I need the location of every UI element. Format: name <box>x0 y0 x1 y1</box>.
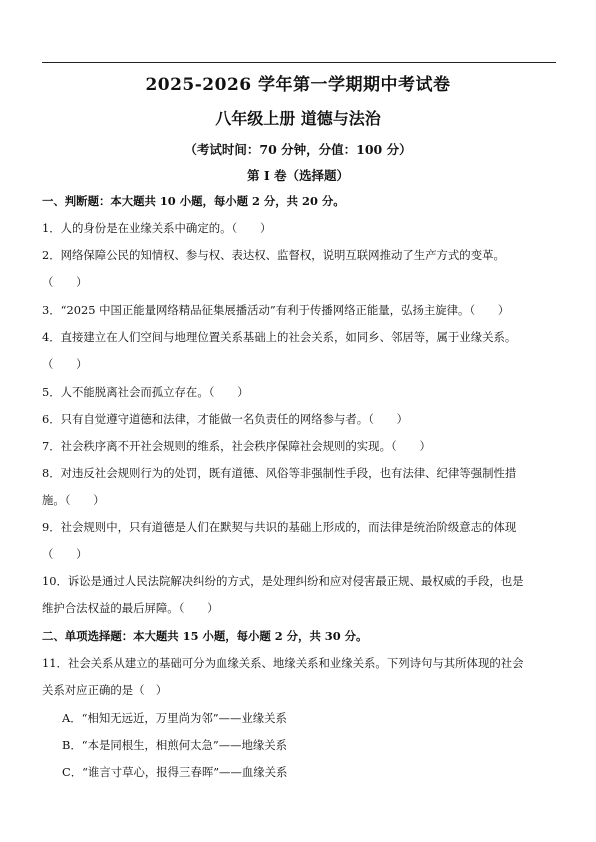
option-b: B．“本是同根生，相煎何太急”——地缘关系 <box>62 738 288 752</box>
answer-blank: （ ） <box>42 357 88 371</box>
section2-heading: 二、单项选择题：本大题共 15 小题，每小题 2 分，共 30 分。 <box>42 629 368 643</box>
exam-info: （考试时间：70 分钟，分值：100 分） <box>184 142 412 157</box>
question-line: 4．直接建立在人们空间与地理位置关系基础上的社会关系，如同乡、邻居等，属于业缘关系。 <box>42 330 517 344</box>
question-line: 5．人不能脱离社会而孤立存在。（ ） <box>42 385 249 399</box>
question-line: 3．“2025 中国正能量网络精品征集展播活动”有利于传播网络正能量，弘扬主旋律。（ ） <box>42 303 510 317</box>
exam-title: 2025-2026 学年第一学期期中考试卷 <box>145 75 451 95</box>
answer-blank: （ ） <box>42 275 88 289</box>
question-line: 8．对违反社会规则行为的处罚，既有道德、风俗等非强制性手段，也有法律、纪律等强制性措 <box>42 466 517 480</box>
question-line: 6．只有自觉遵守道德和法律，才能做一名负责任的网络参与者。（ ） <box>42 412 409 426</box>
question-line: 9．社会规则中，只有道德是人们在默契与共识的基础上形成的，而法律是统治阶级意志的体现 <box>42 520 517 534</box>
question-line: 2．网络保障公民的知情权、参与权、表达权、监督权，说明互联网推动了生产方式的变革。 <box>42 248 505 262</box>
answer-blank: （ ） <box>42 547 88 561</box>
part-heading: 第 I 卷（选择题） <box>246 168 350 183</box>
section1-heading: 一、判断题：本大题共 10 小题，每小题 2 分，共 20 分。 <box>42 194 345 208</box>
option-a: A．“相知无远近，万里尚为邻”——业缘关系 <box>62 711 287 725</box>
question-line: 1．人的身份是在业缘关系中确定的。（ ） <box>42 221 272 235</box>
question-line: 11．社会关系从建立的基础可分为血缘关系、地缘关系和业缘关系。下列诗句与其所体现的社会 <box>42 656 524 670</box>
option-c: C．“谁言寸草心，报得三春晖”——血缘关系 <box>62 765 288 779</box>
top-rule <box>42 62 556 63</box>
question-line: 施。（ ） <box>42 493 105 507</box>
question-line: 关系对应正确的是（ ） <box>42 683 168 697</box>
question-line: 维护合法权益的最后屏障。（ ） <box>42 601 219 615</box>
question-line: 10．诉讼是通过人民法院解决纠纷的方式，是处理纠纷和应对侵害最正规、最权威的手段，也是 <box>42 574 524 588</box>
question-line: 7．社会秩序离不开社会规则的维系，社会秩序保障社会规则的实现。（ ） <box>42 439 431 453</box>
exam-subtitle: 八年级上册 道德与法治 <box>215 109 381 128</box>
